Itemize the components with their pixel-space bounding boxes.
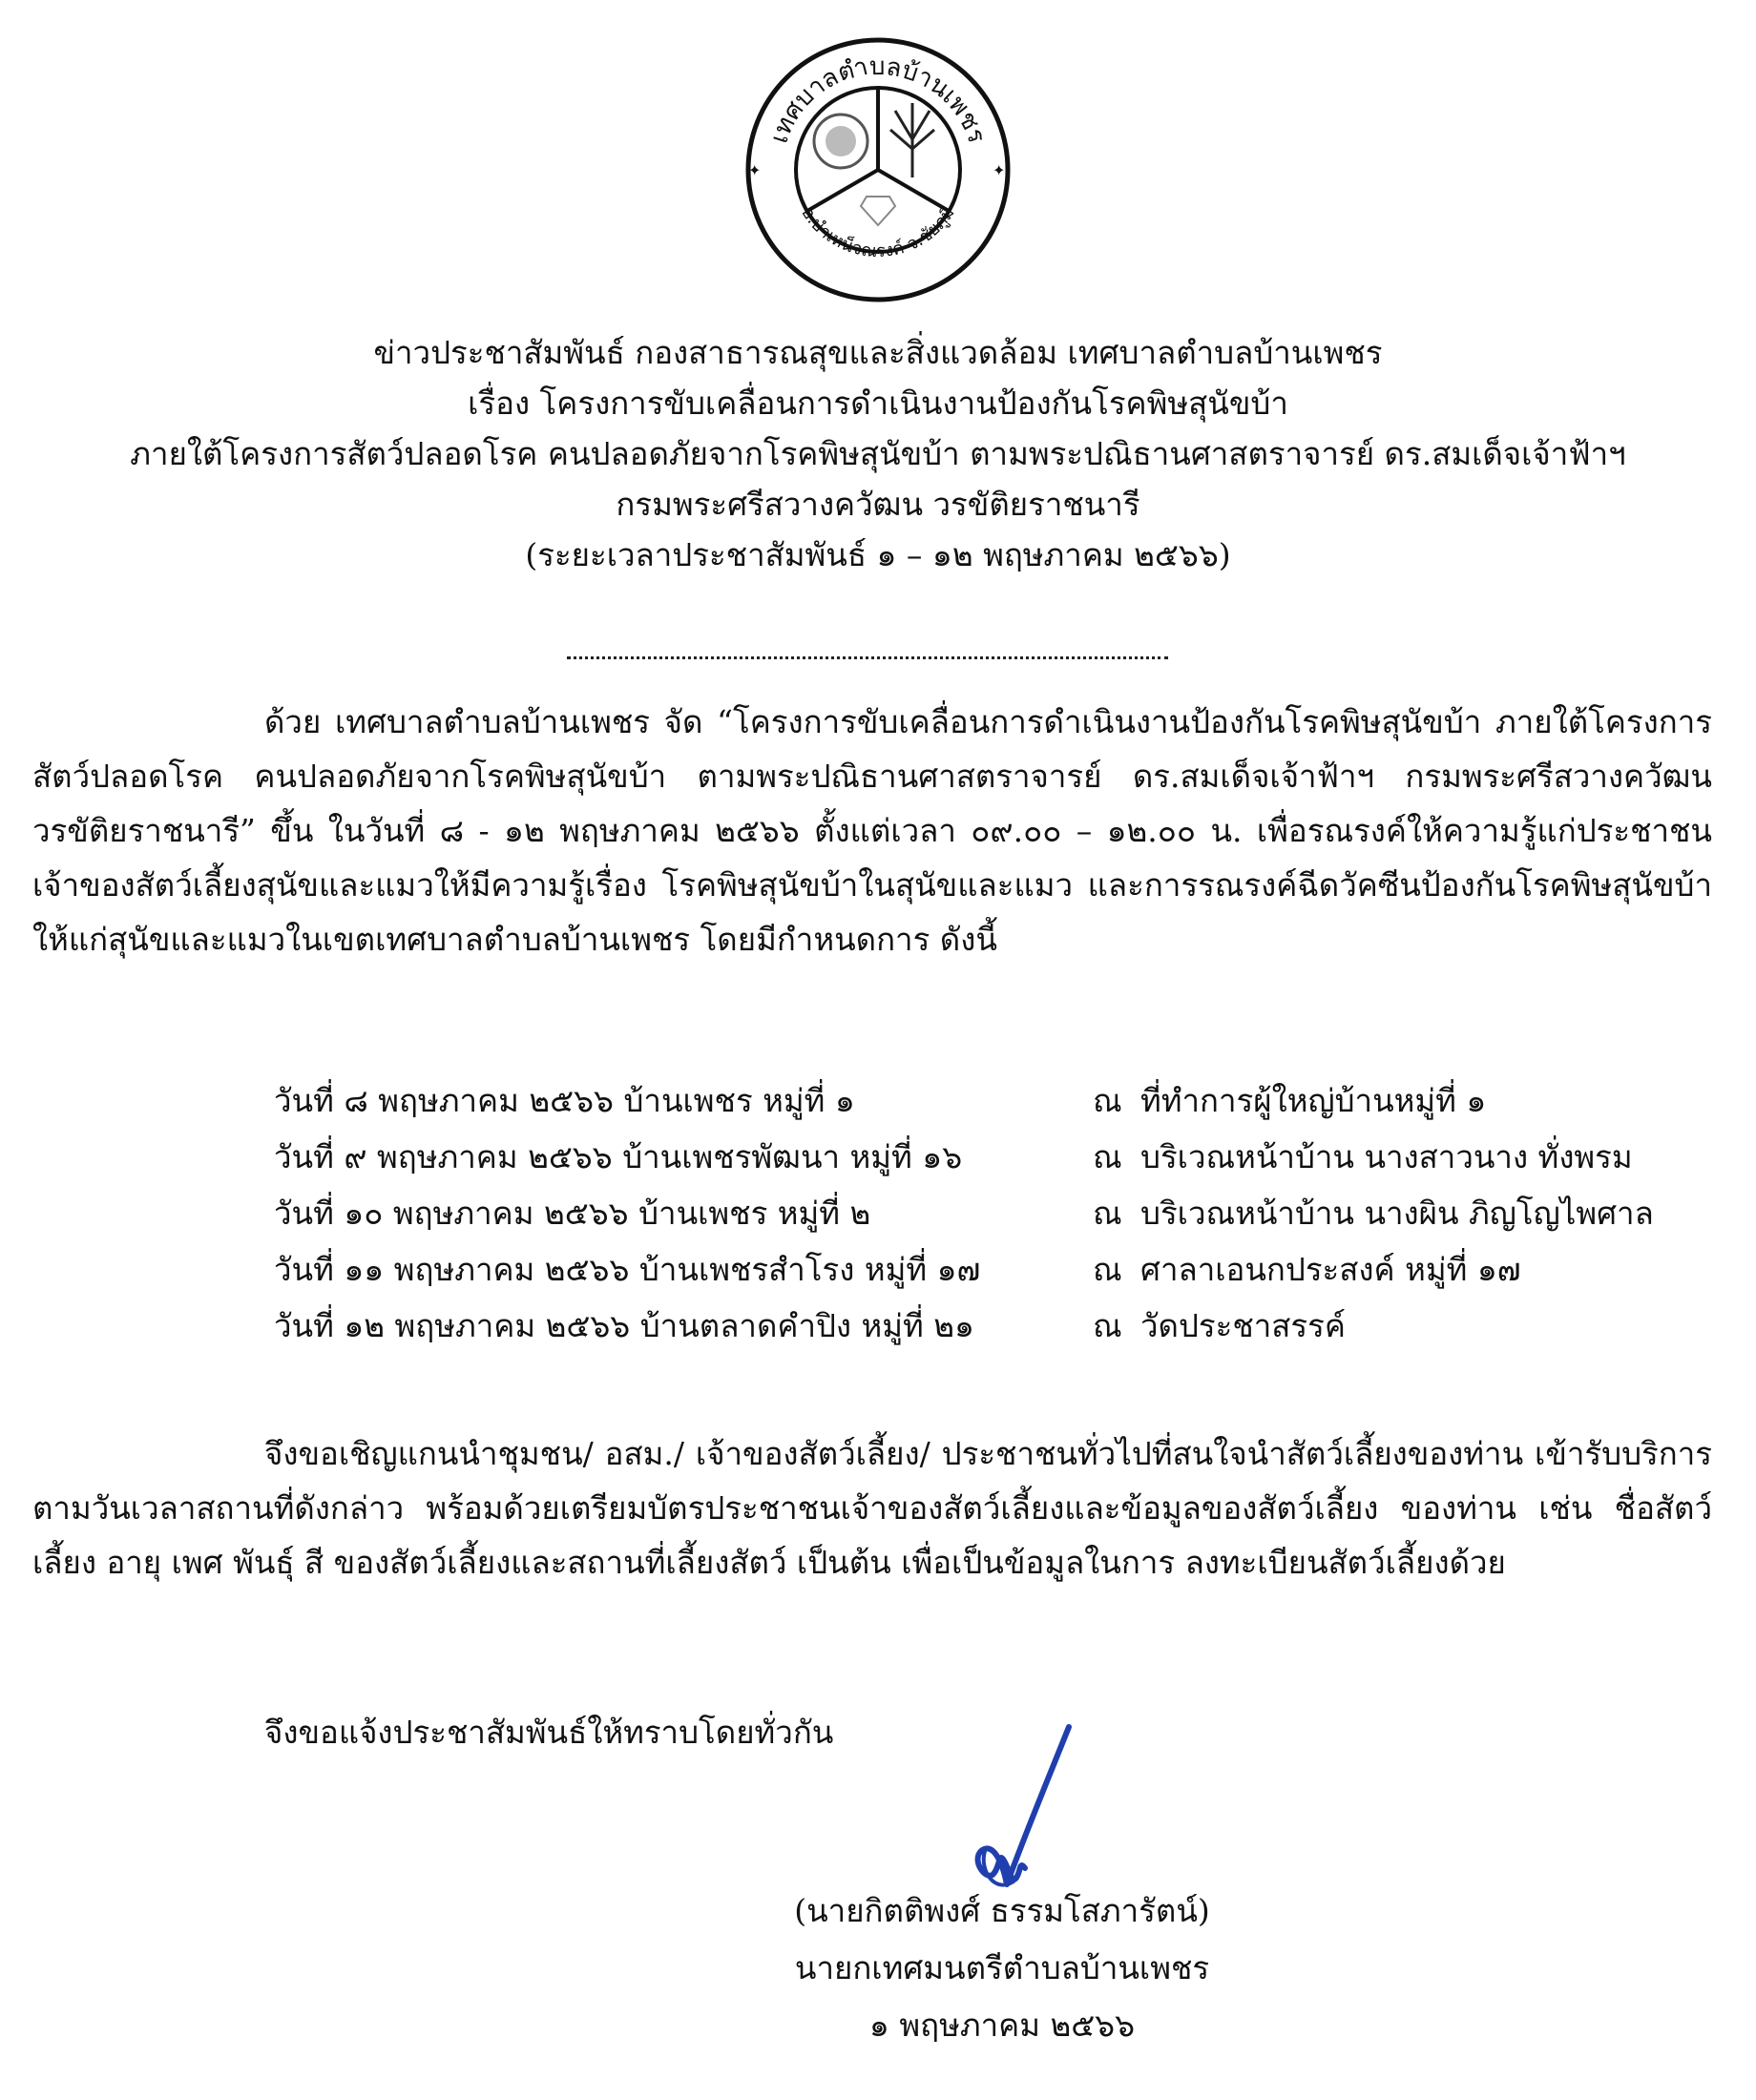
svg-text:✦: ✦ <box>993 161 1006 179</box>
schedule-place: วัดประชาสรรค์ <box>1140 1307 1346 1344</box>
signatory-position: นายกเทศมนตรีตำบลบ้านเพชร <box>794 1949 1210 1986</box>
announcement-heading <box>0 327 1756 580</box>
schedule-date: วันที่ ๑๑ พฤษภาคม ๒๕๖๖ บ้านเพชรสำโรง หมู่ที่ ๑๗ <box>274 1251 981 1288</box>
schedule-place: ศาลาเอนกประสงค์ หมู่ที่ ๑๗ <box>1140 1251 1521 1288</box>
schedule-date: วันที่ ๘ พฤษภาคม ๒๕๖๖ บ้านเพชร หมู่ที่ ๑ <box>274 1082 855 1119</box>
heading-line-5: (ระยะเวลาประชาสัมพันธ์ ๑ – ๑๒ พฤษภาคม ๒๕๖๖) <box>525 536 1231 573</box>
heading-line-1: ข่าวประชาสัมพันธ์ กองสาธารณสุขและสิ่งแวดล้อม เทศบาลตำบลบ้านเพชร <box>373 334 1383 371</box>
svg-text:✦: ✦ <box>748 161 762 179</box>
seal-bottom-text: อ.บำเหน็จณรงค์ จ.ชัยภูมิ <box>797 203 959 262</box>
schedule-at: ณ <box>1093 1082 1122 1119</box>
signature-block <box>668 1882 1336 2054</box>
closing-statement: จึงขอแจ้งประชาสัมพันธ์ให้ทราบโดยทั่วกัน <box>264 1714 834 1751</box>
schedule-place: ที่ทำการผู้ใหญ่บ้านหมู่ที่ ๑ <box>1140 1082 1487 1119</box>
svg-text:อ.บำเหน็จณรงค์ จ.ชัยภูมิ <box>797 203 958 261</box>
schedule-date: วันที่ ๑๐ พฤษภาคม ๒๕๖๖ บ้านเพชร หมู่ที่ ๒ <box>274 1195 871 1232</box>
schedule-place: บริเวณหน้าบ้าน นางผิน ภิญโญไพศาล <box>1140 1195 1654 1232</box>
schedule-at: ณ <box>1093 1138 1122 1175</box>
signatory-name: (นายกิตติพงศ์ ธรรมโสภารัตน์) <box>794 1892 1210 1929</box>
schedule-at: ณ <box>1093 1251 1122 1288</box>
body-paragraph-2: จึงขอเชิญแกนนำชุมชน/ อสม./ เจ้าของสัตว์เลี้ยง/ ประชาชนทั่วไปที่สนใจนำสัตว์เลี้ยงของท่าน เข้ารับบริการตามวันเวลาสถานที่ดังกล่าว พร้อมด้วยเตรียมบัตรประชาชนเจ้าของสัตว์เลี้ยงและข้อมูลของสัตว์เลี้ยง ของท่าน เช่น ชื่อสัตว์เลี้ยง อายุ เพศ พันธุ์ สี ของสัตว์เลี้ยงและสถานที่เลี้ยงสัตว์ เป็นต้น เพื่อเป็นข้อมูลในการ ลงทะเบียนสัตว์เลี้ยงด้วย <box>32 1435 1712 1581</box>
schedule-place: บริเวณหน้าบ้าน นางสาวนาง ทั่งพรม <box>1140 1138 1633 1175</box>
signature-date: ๑ พฤษภาคม ๒๕๖๖ <box>868 2006 1136 2044</box>
schedule-at: ณ <box>1093 1307 1122 1344</box>
schedule-date: วันที่ ๑๒ พฤษภาคม ๒๕๖๖ บ้านตลาดคำปิง หมู่ที่ ๒๑ <box>274 1307 974 1344</box>
heading-line-2: เรื่อง โครงการขับเคลื่อนการดำเนินงานป้องกันโรคพิษสุนัขบ้า <box>468 385 1288 422</box>
seal-top-text: เทศบาลตำบลบ้านเพชร <box>764 52 992 147</box>
body-paragraph-1: ด้วย เทศบาลตำบลบ้านเพชร จัด “โครงการขับเคลื่อนการดำเนินงานป้องกันโรคพิษสุนัขบ้า ภายใต้โครงการสัตว์ปลอดโรค คนปลอดภัยจากโรคพิษสุนัขบ้า ตามพระปณิธานศาสตราจารย์ ดร.สมเด็จเจ้าฟ้าฯ กรมพระศรีสวางควัฒน วรขัติยราชนารี” ขึ้น ในวันที่ ๘ - ๑๒ พฤษภาคม ๒๕๖๖ ตั้งแต่เวลา ๐๙.๐๐ – ๑๒.๐๐ น. เพื่อรณรงค์ให้ความรู้แก่ประชาชน เจ้าของสัตว์เลี้ยงสุนัขและแมวให้มีความรู้เรื่อง โรคพิษสุนัขบ้าในสุนัขและแมว และการรณรงค์ฉีดวัคซีนป้องกันโรคพิษสุนัขบ้าให้แก่สุนัขและแมวในเขตเทศบาลตำบลบ้านเพชร โดยมีกำหนดการ ดังนี้ <box>32 703 1712 958</box>
schedule-at: ณ <box>1093 1195 1122 1232</box>
heading-line-3: ภายใต้โครงการสัตว์ปลอดโรค คนปลอดภัยจากโรคพิษสุนัขบ้า ตามพระปณิธานศาสตราจารย์ ดร.สมเด็จเจ้าฟ้าฯ <box>130 435 1626 472</box>
dotted-divider <box>567 656 1168 659</box>
heading-line-4: กรมพระศรีสวางควัฒน วรขัติยราชนารี <box>616 486 1140 523</box>
municipal-seal-logo <box>742 34 1014 305</box>
schedule-date: วันที่ ๙ พฤษภาคม ๒๕๖๖ บ้านเพชรพัฒนา หมู่ที่ ๑๖ <box>274 1138 963 1175</box>
